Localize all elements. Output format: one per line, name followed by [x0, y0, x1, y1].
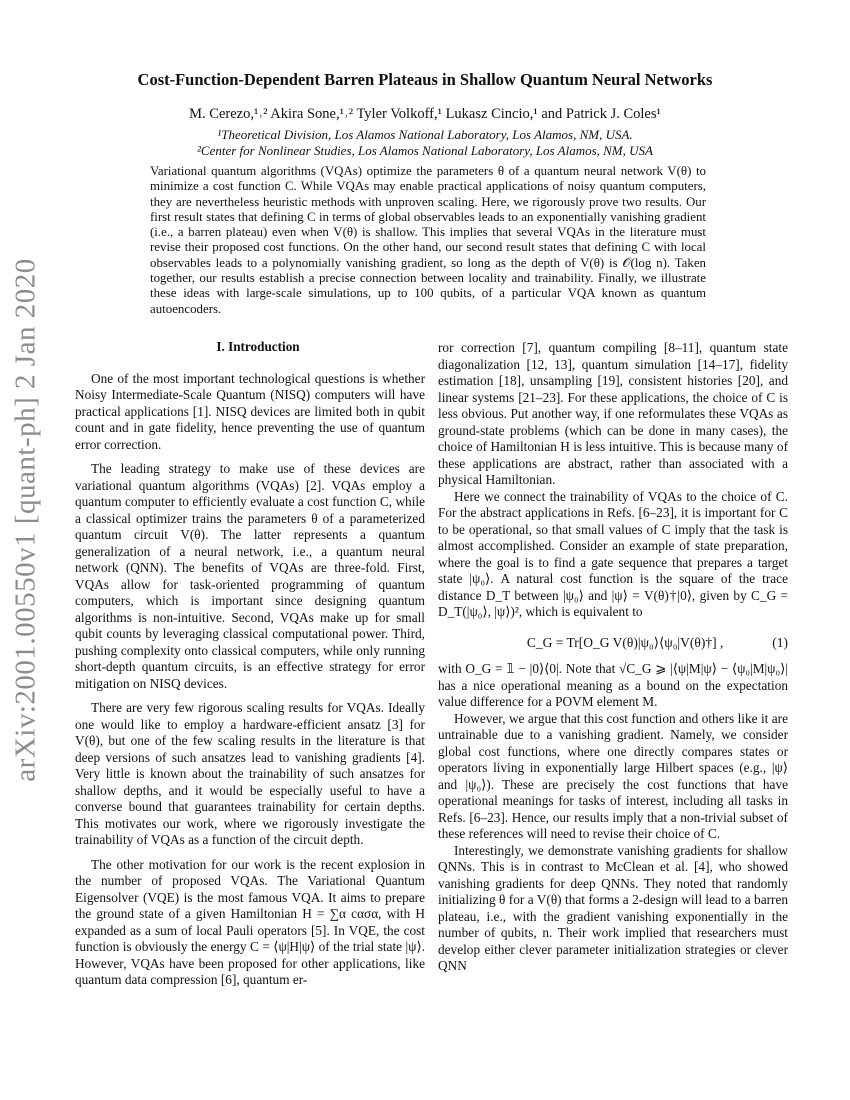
equation-body: C_G = Tr[O_G V(θ)|ψ₀⟩⟨ψ₀|V(θ)†] , — [526, 634, 724, 650]
equation-1 — [438, 635, 788, 652]
paper-title: Cost-Function-Dependent Barren Plateaus in Shallow Quantum Neural Networks — [137, 70, 713, 89]
equation-number: (1) — [772, 634, 788, 650]
paragraph: The leading strategy to make use of these devices are variational quantum algorithms (VQAs) [2]. VQAs employ a quantum computer to efficiently evaluate a cost function C, while a classical optimizer trains the parameters θ of a parameterized quantum circuit V(θ). The latter represents a quantum generalization of a neural network, i.e., a quantum neural network (QNN). The benefits of VQAs are three-fold. First, VQAs allow for task-oriented programming of quantum computers, which is important since designing quantum algorithms is non-intuitive. Second, VQAs make up for small qubit counts by leveraging classical computational power. Third, pushing complexity onto classical computers, while only running short-depth quantum circuits, is an effective strategy for error mitigation on NISQ devices. — [75, 461, 425, 691]
left-column — [75, 339, 425, 989]
section-heading: I. Introduction — [216, 339, 300, 354]
paragraph: with O_G = 𝟙 − |0⟩⟨0|. Note that √C_G ⩾ |⟨ψ|M|ψ⟩ − ⟨ψ₀|M|ψ₀⟩| has a nice operational meaning as a bound on the expectation value difference for a POVM element M. — [438, 661, 788, 709]
affiliation-1: ¹Theoretical Division, Los Alamos National Laboratory, Los Alamos, NM, USA. — [217, 127, 633, 142]
arxiv-identifier: arXiv:2001.00550v1 [quant-ph] 2 Jan 2020 — [9, 258, 42, 782]
paragraph: ror correction [7], quantum compiling [8–11], quantum state diagonalization [12, 13], quantum simulation [14–17], fidelity estimation [18], unsampling [19], consistent histories [20], and linear systems [21–23]. For these applications, the choice of C is less obvious. Put another way, if one reformulates these VQAs as ground-state problems (which can be done in many cases), the choice of Hamiltonian H is less intuitive. This is because many of these applications are abstract, rather than associated with a physical Hamiltonian. — [438, 340, 788, 487]
affiliation-2: ²Center for Nonlinear Studies, Los Alamos National Laboratory, Los Alamos, NM, USA — [197, 143, 653, 158]
author-list: M. Cerezo,¹˒² Akira Sone,¹˒² Tyler Volkoff,¹ Lukasz Cincio,¹ and Patrick J. Coles¹ — [189, 106, 661, 122]
paragraph: One of the most important technological questions is whether Noisy Intermediate-Scale Quantum (NISQ) computers will have practical applications [1]. NISQ devices are limited both in qubit count and in gate fidelity, hence preventing the use of quantum error correction. — [75, 370, 425, 452]
arxiv-sidebar — [4, 258, 48, 782]
paragraph: Interestingly, we demonstrate vanishing gradients for shallow QNNs. This is in contrast to McClean et al. [4], who showed vanishing gradients for deep QNNs. They noted that randomly initializing θ for a V(θ) that forms a 2-design will lead to a barren plateau, i.e., with the gradient vanishing exponentially in the number of qubits, n. Their work implied that researchers must develop either clever parameter initialization strategies or clever QNN — [438, 842, 788, 973]
paragraph: Here we connect the trainability of VQAs to the choice of C. For the abstract applications in Refs. [6–23], it is important for C to be operational, so that small values of C imply that the task is almost accomplished. Consider an example of state preparation, where the goal is to find a gate sequence that prepares a target state |ψ₀⟩. A natural cost function is the square of the trace distance D_T between |ψ₀⟩ and |ψ⟩ = V(θ)†|0⟩, given by C_G = D_T(|ψ₀⟩, |ψ⟩)², which is equivalent to — [438, 488, 788, 619]
paragraph: However, we argue that this cost function and others like it are untrainable due to a vanishing gradient. Namely, we consider global cost functions, where one directly compares states or operators living in exponentially large Hilbert spaces (e.g., |ψ⟩ and |ψ₀⟩). These are precisely the cost functions that have operational meanings for tasks of interest, including all tasks in Refs. [6–23]. Hence, our results imply that a non-trivial subset of these references will need to revise their choice of C. — [438, 710, 788, 841]
abstract: Variational quantum algorithms (VQAs) optimize the parameters θ of a quantum neural network V(θ) to minimize a cost function C. While VQAs may enable practical applications of noisy quantum computers, they are nevertheless heuristic methods with unproven scaling. Here, we rigorously prove two results. Our first result states that defining C in terms of global observables leads to an exponentially vanishing gradient (i.e., a barren plateau) even when V(θ) is shallow. This implies that several VQAs in the literature must revise their proposed cost functions. On the other hand, our second result states that defining C with local observables leads to a polynomially vanishing gradient, so long as the depth of V(θ) is 𝒪(log n). Taken together, our results establish a precise connection between locality and trainability. Finally, we illustrate these ideas with large-scale simulations, up to 100 qubits, of a particular VQA known as quantum autoencoders. — [150, 164, 706, 316]
right-column — [438, 340, 788, 975]
paragraph: The other motivation for our work is the recent explosion in the number of proposed VQAs. The Variational Quantum Eigensolver (VQE) is the most famous VQA. It aims to prepare the ground state of a given Hamiltonian H = ∑α cασα, with H expanded as a sum of local Pauli operators [5]. In VQE, the cost function is obviously the energy C = ⟨ψ|H|ψ⟩ of the trial state |ψ⟩. However, VQAs have been proposed for other applications, like quantum data compression [6], quantum er- — [75, 856, 425, 987]
paragraph: There are very few rigorous scaling results for VQAs. Ideally one would like to employ a hardware-efficient ansatz [3] for V(θ), but one of the few scaling results in the literature is that deep versions of such ansatzes lead to vanishing gradients [4]. Very little is known about the trainability of such ansatzes for shallow depths, and it would be especially useful to have a converse bound that guarantees trainability for certain depths. This motivates our work, where we rigorously investigate the trainability of VQAs as a function of the circuit depth. — [75, 700, 425, 847]
